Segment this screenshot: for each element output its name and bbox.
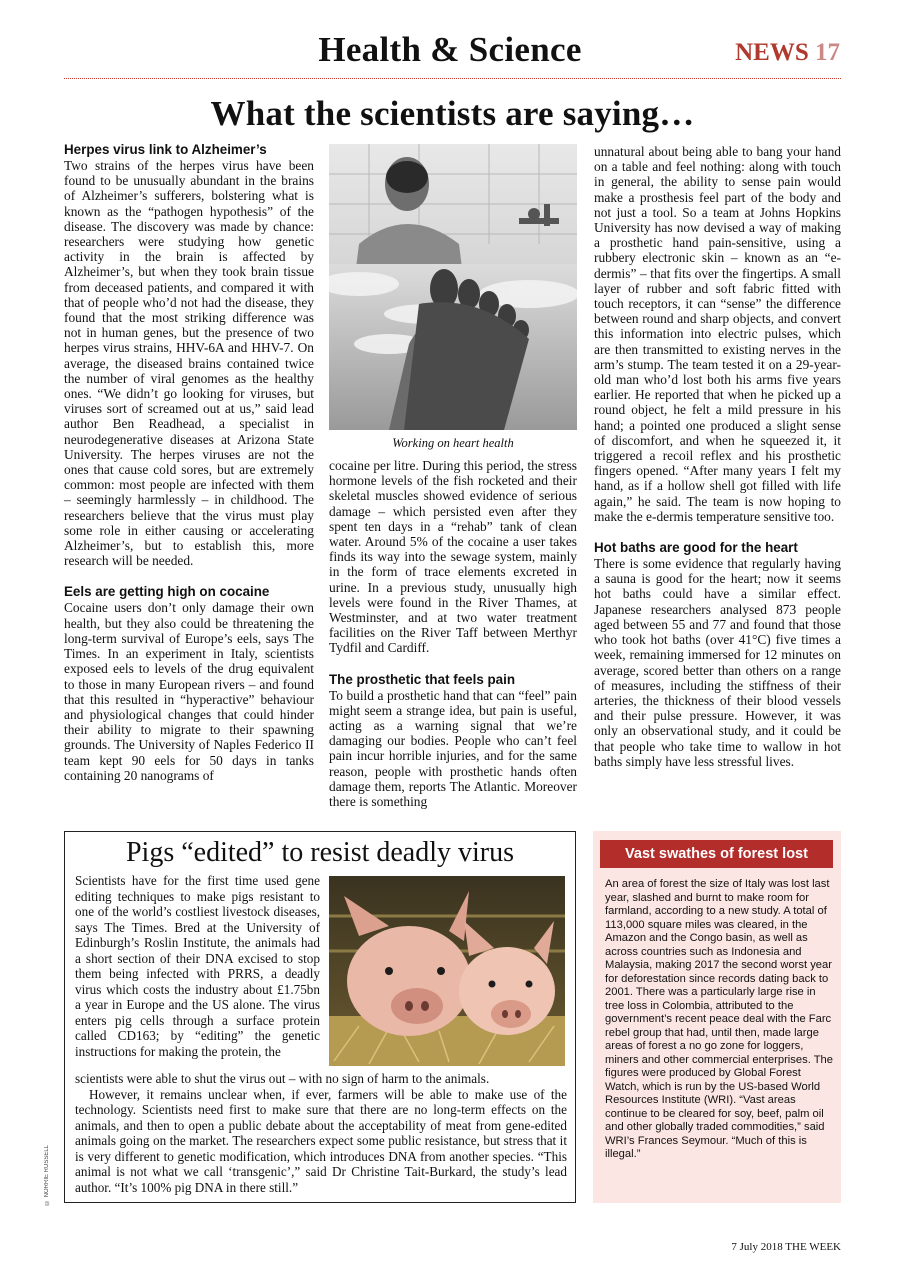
story-title-herpes: Herpes virus link to Alzheimer’s: [64, 142, 267, 157]
pigs-story-body-continued: scientists were able to shut the virus out – with no sign of harm to the animals.: [75, 1071, 490, 1086]
column-right: [594, 144, 841, 769]
story-title-eels: Eels are getting high on cocaine: [64, 584, 270, 600]
pigs-photo-illustration: [329, 876, 565, 1066]
news-label: NEWS: [735, 39, 809, 66]
news-page-label: [690, 38, 840, 68]
story-body-prosthetic-part1: To build a prosthetic hand that can “feel” pain might seem a strange idea, but pain is useful, acting as a warning signal that we’re damaging our bodies. People who can’t feel pain incur horrible injuries, and for the same reason, people with prosthetic hands often damage them, reports The Atlantic. Moreover there is something: [329, 687, 577, 810]
forest-sidebar-title: Vast swathes of forest lost: [600, 840, 833, 868]
photo-credit: © NORRIE RUSSELL: [44, 1144, 50, 1205]
main-headline: What the scientists are saying…: [210, 94, 695, 133]
photo-caption: Working on heart health: [392, 436, 514, 450]
section-title: Health & Science: [318, 30, 582, 69]
story-body-baths: There is some evidence that regularly having a sauna is good for the heart; now it seems hot baths could have a similar effect. Japanese researchers analysed 873 people aged between 55 and 77 and found that those who took hot baths (over 41°C) five times a week, remaining immersed for 12 minutes on average, scored better than others on a range of measures, including the stiffness of their arteries, the thickness of their blood vessels and their pulse pressure. However, it was only an observational study, and it could be that people who take time to wallow in hot baths simply have less stressful lives.: [594, 556, 841, 769]
story-body-eels-part1: Cocaine users don’t only damage their own health, but they also could be threatening the long-term survival of Europe’s eels, says The Times. In an experiment in Italy, scientists exposed eels to levels of the drug equivalent to those in many European rivers – and found that this resulted in “hyperactive” behaviour and physiological changes that could hinder their ability to migrate to their spawning grounds. The University of Naples Federico II team kept 90 eels for 50 days in tanks containing 20 nanograms of: [64, 600, 314, 783]
page-footer: 7 July 2018 THE WEEK: [731, 1241, 841, 1253]
story-title-baths: Hot baths are good for the heart: [594, 540, 798, 556]
bath-photo: [329, 144, 577, 430]
forest-sidebar-body: An area of forest the size of Italy was lost last year, slashed and burnt to make room for farmland, according to a new study. A total of 113,000 square miles was cleared, in the Amazon and the Congo basin, as well as across countries such as Indonesia and Malaysia, making 2017 the second worst year for deforestation since records dating back to 2001. There was a particularly large rise in tree loss in Colombia, attributed to the government’s recent peace deal with the Farc rebel group that had, until then, made large areas of forest a no go zone for loggers, miners and other commercial enterprises. The figures were produced by Global Forest Watch, which is run by the US-based World Resources Institute (WRI). “Vast areas continue to be cleared for soy, beef, palm oil and other globally traded commodities,” said WRI’s Frances Seymour. “Much of this is illegal.”: [605, 878, 833, 1160]
story-body-herpes: Two strains of the herpes virus have been found to be unusually abundant in the brains of Alzheimer’s sufferers, bolstering what is known as the “pathogen hypothesis” of the disease. The discovery was made by chance: researchers were studying how genetic activity in the brain is affected by Alzheimer’s, but when they took brain tissue from deceased patients, and compared it with that of people who’d not had the disease, they found that the most striking difference was not in human genes, but the presence of two herpes virus strains, HHV-6A and HHV-7. On average, the diseased brains contained twice the number of viral genomes as the healthy ones. “We didn’t go looking for viruses, but viruses sort of screamed out at us,” said lead author Ben Readhead, a specialist in neurodegenerative diseases at Arizona State University. The herpes viruses are not the ones that cause cold sores, but are extremely common: most people are infected with them – seemingly harmlessly – in childhood. The researchers believe that the virus must play some role in either causing or accelerating Alzheimer’s, but to establish this, more research will be needed.: [64, 158, 314, 569]
column-left: [64, 142, 314, 783]
pigs-photo: [329, 876, 565, 1066]
bath-photo-illustration: [329, 144, 577, 430]
pigs-story-body-bottom: [75, 1071, 567, 1195]
pigs-story-title: Pigs “edited” to resist deadly virus: [125, 837, 515, 868]
pigs-story-body-final: However, it remains unclear when, if ever, farmers will be able to make use of the technology. Scientists need first to make sure that there are no long-term effects on the animals, and then to open a public debate about the acceptability of meat from gene-edited animals going on the market. The researchers expect some public resistance, but stress that it is very different to genetic modification, which introduces DNA from another species. “This animal is not what we call ‘transgenic’,” said Dr Christine Tait-Burkard, the study’s lead author. “It’s 100% pig DNA in there still.”: [75, 1086, 567, 1195]
header-divider: [64, 78, 841, 79]
story-title-prosthetic: The prosthetic that feels pain: [329, 671, 516, 687]
page-number: 17: [815, 39, 840, 66]
story-body-eels-part2: cocaine per litre. During this period, the stress hormone levels of the fish rocketed and their skeletal muscles showed evidence of serious damage – which persisted even after they spent ten days in a “rehab” tank of clean water. Around 5% of the cocaine a user takes finds its way into the sewage system, mainly in the form of trace elements excreted in urine. In a previous study, unusually high levels were found in the River Thames, at Westminster, and at two water treatment facilities on the River Taff between Merthyr Tydfil and Cardiff.: [329, 458, 577, 656]
column-middle: [329, 458, 577, 809]
pigs-story-body-top: Scientists have for the first time used gene editing techniques to make pigs resistant to one of the world’s costliest livestock diseases, says The Times. Bred at the University of Edinburgh’s Roslin Institute, the animals had a short section of their DNA excised to stop them being infected with PRRS, a deadly virus which costs the industry about £1.75bn a year in Europe and the US alone. The virus enters pig cells through a surface protein called CD163; by “editing” the genetic instructions for making the protein, the: [75, 873, 320, 1059]
story-body-prosthetic-part2: unnatural about being able to bang your hand on a table and feel nothing: along with touch in general, the ability to sense pain would make a prosthesis feel part of the body and not just a tool. So a team at Johns Hopkins University has now devised a way of making a prosthetic hand pain-sensitive, using a rubbery electronic skin – known as an “e-dermis” – that fits over the fingertips. A small layer of rubber and soft fabric fitted with touch receptors, it can “sense” the difference between round and sharp objects, and convert this information into electric pulses, which are then transmitted to existing nerves in the arm’s stump. The team tested it on a 29-year-old man who’d lost both his arms five years earlier. He reported that when he picked up a round object, he felt a mild pressure in his hand; a pointed one produced a slight sense of discomfort, and when he squeezed it, it triggered a recoil reflex and his prosthetic fingers opened. “After many years I felt my hand, as if a hollow shell got filled with life again,” he said. The team is now hoping to make the e-dermis temperature sensitive too.: [594, 144, 841, 524]
